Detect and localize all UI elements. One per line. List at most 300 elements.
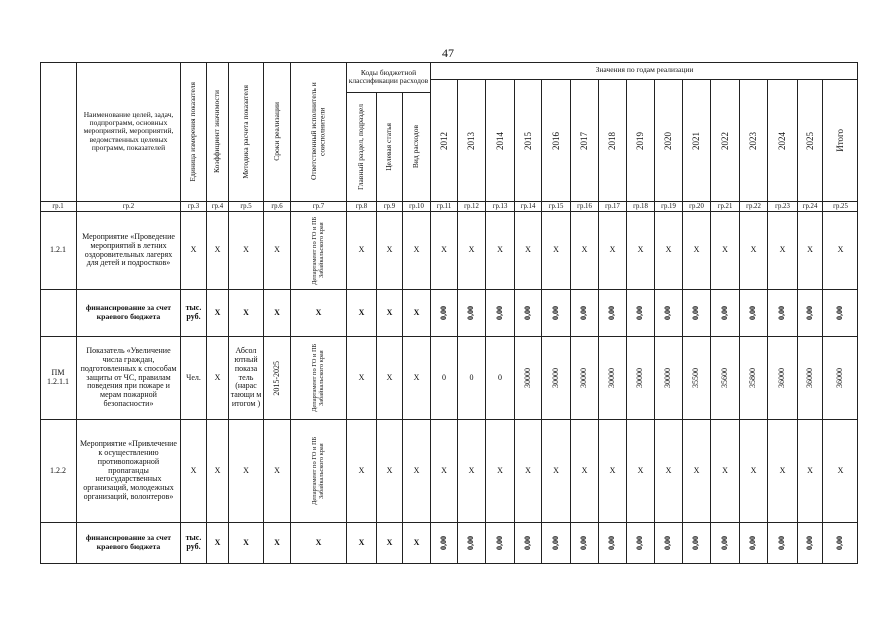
row-1-value-2 <box>458 212 486 290</box>
row-3-budget-code-3 <box>403 337 431 420</box>
row-3-value-10-text: 35500 <box>691 368 701 388</box>
row-1-coef-text: Х <box>214 245 221 255</box>
header-unit-text: Единица измерения показателя <box>188 81 198 182</box>
group-number-16-text: гр.16 <box>577 202 592 210</box>
row-3-value-8-text: 30000 <box>635 368 645 388</box>
row-5-value-3 <box>486 523 515 564</box>
row-4-value-8-text: Х <box>637 465 644 475</box>
group-number-25 <box>823 202 858 212</box>
row-5-value-1-text: 0,00 <box>438 536 448 550</box>
header-method-text: Методика расчета показателя <box>240 84 250 179</box>
header-year-3-text: 2014 <box>494 131 505 150</box>
group-number-10 <box>403 202 431 212</box>
header-year-1-text: 2012 <box>438 131 449 150</box>
row-2-value-11 <box>711 290 740 337</box>
row-2-responsible <box>291 290 347 337</box>
row-4-value-7-text: Х <box>609 465 616 475</box>
row-5-budget-code-1 <box>347 523 377 564</box>
row-5-coef-text: Х <box>214 537 221 547</box>
row-4-value-14 <box>798 420 823 523</box>
header-year-9 <box>655 80 683 202</box>
row-5-value-7 <box>599 523 627 564</box>
row-2-value-9 <box>655 290 683 337</box>
header-responsible <box>291 62 347 202</box>
row-5-budget-code-2 <box>377 523 403 564</box>
row-1-value-3 <box>486 212 515 290</box>
group-number-15 <box>542 202 571 212</box>
row-4-value-11 <box>711 420 740 523</box>
header-budget-code-2 <box>377 93 403 202</box>
row-1-value-5-text: Х <box>553 245 559 255</box>
row-1-value-13 <box>768 212 798 290</box>
row-4-value-13 <box>768 420 798 523</box>
row-4-responsible <box>291 420 347 523</box>
group-number-5-text: гр.5 <box>240 202 252 210</box>
row-1-value-14-text: Х <box>807 245 813 255</box>
row-3-budget-code-1 <box>347 337 377 420</box>
row-4-name <box>77 420 181 523</box>
row-2-value-1-text: 0,00 <box>438 306 448 320</box>
group-number-25-text: гр.25 <box>833 202 848 210</box>
row-3-value-4 <box>515 337 542 420</box>
row-5-value-10 <box>683 523 711 564</box>
row-3-value-3 <box>486 337 515 420</box>
row-3-value-9-text: 30000 <box>663 368 673 388</box>
row-5-value-6-text: 0,00 <box>579 536 589 550</box>
row-2-value-4 <box>515 290 542 337</box>
group-number-7 <box>291 202 347 212</box>
row-5-budget-code-1-text: Х <box>358 537 365 547</box>
row-4-value-4 <box>515 420 542 523</box>
row-5-name <box>77 523 181 564</box>
row-1-responsible-text: Департамент по ГО и ПБ Забайкальского края <box>311 216 326 285</box>
group-number-6-text: гр.6 <box>271 202 283 210</box>
row-3-value-10 <box>683 337 711 420</box>
row-2-name-text: финансирование за счет краевого бюджета <box>85 303 172 321</box>
row-5-coef <box>207 523 229 564</box>
header-year-7 <box>599 80 627 202</box>
row-4-method-text: Х <box>243 465 249 475</box>
row-4-responsible-text: Департамент по ГО и ПБ Забайкальского края <box>311 436 326 506</box>
row-2-value-4-text: 0,00 <box>522 306 532 320</box>
row-1-value-4-text: Х <box>525 245 531 255</box>
header-budget-group-text: Коды бюджетной классификации расходов <box>348 67 429 85</box>
row-1-value-15-text: Х <box>837 245 844 255</box>
group-number-23 <box>768 202 798 212</box>
group-number-24-text: гр.24 <box>802 202 818 210</box>
header-coef-text: Коэффициент значимости <box>212 90 222 173</box>
row-5-value-6 <box>571 523 599 564</box>
row-5-value-4-text: 0,00 <box>522 536 532 550</box>
row-3-value-1 <box>431 337 458 420</box>
row-1-value-9 <box>655 212 683 290</box>
row-2-code <box>40 290 77 337</box>
group-number-24 <box>798 202 823 212</box>
row-3-budget-code-1-text: Х <box>358 372 365 382</box>
row-5-value-14 <box>798 523 823 564</box>
row-5-value-12 <box>740 523 768 564</box>
row-5-value-8-text: 0,00 <box>635 536 645 550</box>
group-number-20-text: гр.20 <box>689 202 704 210</box>
group-number-1 <box>40 202 77 212</box>
row-2-budget-code-1-text: Х <box>358 307 365 317</box>
header-year-2 <box>458 80 486 202</box>
header-budget-code-3-text: Вид расходов <box>411 125 421 169</box>
row-5-unit <box>181 523 207 564</box>
row-5-budget-code-3 <box>403 523 431 564</box>
header-year-14 <box>798 80 823 202</box>
header-year-4 <box>515 80 542 202</box>
group-number-2-text: гр.2 <box>122 202 135 210</box>
header-year-12-text: 2023 <box>748 131 759 150</box>
row-4-value-3-text: Х <box>497 465 503 475</box>
header-year-7-text: 2018 <box>607 131 618 150</box>
row-2-value-13-text: 0,00 <box>777 306 787 320</box>
row-2-coef <box>207 290 229 337</box>
row-1-coef <box>207 212 229 290</box>
row-1-value-11-text: Х <box>722 245 728 255</box>
row-5-value-5-text: 0,00 <box>550 536 560 550</box>
row-1-value-10-text: Х <box>693 245 700 255</box>
row-4-value-2 <box>458 420 486 523</box>
row-4-value-15 <box>823 420 858 523</box>
row-4-value-3 <box>486 420 515 523</box>
row-3-budget-code-2 <box>377 337 403 420</box>
row-5-unit-text: тыс. руб. <box>185 533 202 551</box>
header-year-14-text: 2025 <box>804 131 815 150</box>
row-3-name-text: Показатель «Увеличение числа граждан, подготовленных к способам защиты от ЧС, правилам поведения при пожаре и мерам пожарной безопасности» <box>80 345 177 409</box>
row-5-responsible-text: Х <box>315 537 322 547</box>
group-number-21 <box>711 202 740 212</box>
row-3-value-6-text: 30000 <box>579 368 589 388</box>
group-number-12-text: гр.12 <box>464 202 479 210</box>
group-number-3-text: гр.3 <box>187 202 200 210</box>
header-budget-code-3 <box>403 93 431 202</box>
header-year-6-text: 2017 <box>579 131 590 150</box>
header-budget-group <box>347 62 431 93</box>
row-4-term <box>264 420 291 523</box>
row-5-value-10-text: 0,00 <box>691 536 701 550</box>
row-1-value-14 <box>798 212 823 290</box>
row-5-value-8 <box>627 523 655 564</box>
header-year-13-text: 2024 <box>777 131 788 150</box>
row-1-value-6-text: Х <box>581 245 588 255</box>
row-2-value-14 <box>798 290 823 337</box>
header-year-15-text: Итого <box>835 129 846 152</box>
row-1-value-12 <box>740 212 768 290</box>
row-2-unit <box>181 290 207 337</box>
row-2-value-10 <box>683 290 711 337</box>
row-5-budget-code-3-text: Х <box>413 537 420 547</box>
row-2-value-7 <box>599 290 627 337</box>
row-5-value-9-text: 0,00 <box>663 536 673 550</box>
row-2-unit-text: тыс. руб. <box>185 303 202 321</box>
row-2-value-15-text: 0,00 <box>835 306 845 320</box>
row-5-value-7-text: 0,00 <box>607 536 617 550</box>
row-5-budget-code-2-text: Х <box>386 537 393 547</box>
row-3-method-text: Абсол ютный показа тель (нарас тающи м итогом ) <box>230 345 262 409</box>
row-5-value-13 <box>768 523 798 564</box>
row-1-value-1-text: Х <box>441 245 447 255</box>
row-4-budget-code-2 <box>377 420 403 523</box>
row-2-budget-code-1 <box>347 290 377 337</box>
row-5-term <box>264 523 291 564</box>
header-method <box>229 62 264 202</box>
row-2-value-9-text: 0,00 <box>663 306 673 320</box>
group-number-1-text: гр.1 <box>52 202 64 210</box>
row-1-value-5 <box>542 212 571 290</box>
row-1-budget-code-3 <box>403 212 431 290</box>
row-3-value-3-text: 0 <box>498 372 502 382</box>
header-year-5-text: 2016 <box>550 131 561 150</box>
group-number-11-text: гр.11 <box>436 202 452 210</box>
row-1-responsible <box>291 212 347 290</box>
row-3-unit <box>181 337 207 420</box>
row-1-value-7-text: Х <box>609 245 616 255</box>
header-coef <box>207 62 229 202</box>
row-2-value-1 <box>431 290 458 337</box>
row-3-unit-text: Чел. <box>186 372 201 382</box>
row-3-responsible-text: Департамент по ГО и ПБ Забайкальского края <box>311 343 326 413</box>
header-year-10 <box>683 80 711 202</box>
row-3-value-5 <box>542 337 571 420</box>
row-5-value-2-text: 0,00 <box>466 536 476 550</box>
row-4-value-6 <box>571 420 599 523</box>
row-2-value-12 <box>740 290 768 337</box>
row-2-value-13 <box>768 290 798 337</box>
row-5-value-13-text: 0,00 <box>777 536 787 550</box>
row-4-value-2-text: Х <box>468 465 475 475</box>
row-5-name-text: финансирование за счет краевого бюджета <box>85 533 172 551</box>
row-2-method-text: Х <box>243 307 249 317</box>
row-4-value-15-text: Х <box>837 465 844 475</box>
group-number-21-text: гр.21 <box>717 202 733 210</box>
group-number-18 <box>627 202 655 212</box>
row-1-value-11 <box>711 212 740 290</box>
row-1-budget-code-2 <box>377 212 403 290</box>
group-number-20 <box>683 202 711 212</box>
row-4-term-text: Х <box>274 465 280 475</box>
row-2-value-14-text: 0,00 <box>804 306 814 320</box>
group-number-17-text: гр.17 <box>605 202 620 210</box>
row-5-value-15 <box>823 523 858 564</box>
row-3-method <box>229 337 264 420</box>
row-1-value-6 <box>571 212 599 290</box>
row-1-name-text: Мероприятие «Проведение мероприятий в летних оздоровительных лагерях для детей и подростков» <box>82 231 175 268</box>
row-5-value-12-text: 0,00 <box>748 536 758 550</box>
row-5-value-9 <box>655 523 683 564</box>
header-year-11 <box>711 80 740 202</box>
group-number-14-text: гр.14 <box>520 202 536 210</box>
row-3-value-7 <box>599 337 627 420</box>
row-3-code-text: ПМ 1.2.1.1 <box>47 368 69 386</box>
row-1-term <box>264 212 291 290</box>
group-number-8 <box>347 202 377 212</box>
header-responsible-text: Ответственный исполнитель и соисполнители <box>309 82 327 181</box>
header-years-group <box>431 62 858 80</box>
row-4-method <box>229 420 264 523</box>
page-number: 47 <box>442 46 454 60</box>
row-2-term-text: Х <box>274 307 280 317</box>
row-1-value-12-text: Х <box>750 245 757 255</box>
header-name-text: Наименование целей, задач, подпрограмм, основных мероприятий, мероприятий, ведомственных целевых программ, показателей <box>83 109 174 153</box>
group-number-23-text: гр.23 <box>775 202 790 210</box>
header-budget-code-2-text: Целевая статья <box>384 123 394 171</box>
group-number-19 <box>655 202 683 212</box>
row-2-value-2-text: 0,00 <box>466 306 476 320</box>
row-3-value-6 <box>571 337 599 420</box>
row-5-term-text: Х <box>274 537 280 547</box>
row-4-value-5 <box>542 420 571 523</box>
header-year-5 <box>542 80 571 202</box>
row-3-value-7-text: 30000 <box>607 368 617 388</box>
row-2-value-6-text: 0,00 <box>579 306 589 320</box>
row-4-value-12-text: Х <box>750 465 757 475</box>
row-1-method <box>229 212 264 290</box>
row-1-term-text: Х <box>274 245 280 255</box>
row-3-value-14 <box>798 337 823 420</box>
row-4-code <box>40 420 77 523</box>
row-3-value-9 <box>655 337 683 420</box>
header-year-11-text: 2022 <box>719 131 730 150</box>
row-4-value-8 <box>627 420 655 523</box>
group-number-14 <box>515 202 542 212</box>
header-budget-code-1-text: Главный раздел, подраздел <box>356 103 366 191</box>
group-number-11 <box>431 202 458 212</box>
row-3-value-13 <box>768 337 798 420</box>
group-number-8-text: гр.8 <box>355 202 368 210</box>
row-2-value-5 <box>542 290 571 337</box>
row-3-budget-code-2-text: Х <box>386 372 393 382</box>
row-3-value-1-text: 0 <box>442 372 446 382</box>
row-2-name <box>77 290 181 337</box>
row-5-value-14-text: 0,00 <box>804 536 814 550</box>
group-number-18-text: гр.18 <box>633 202 648 210</box>
row-4-value-6-text: Х <box>581 465 588 475</box>
row-1-unit <box>181 212 207 290</box>
group-number-4-text: гр.4 <box>211 202 224 210</box>
group-number-10-text: гр.10 <box>409 202 424 210</box>
row-1-value-15 <box>823 212 858 290</box>
header-blank-cell <box>40 62 77 202</box>
row-4-name-text: Мероприятие «Привлечение к осуществлению противопожарной пропаганды негосударственных организаций, молодежных организаций, волонтеров» <box>80 438 177 502</box>
row-3-term <box>264 337 291 420</box>
row-1-value-7 <box>599 212 627 290</box>
row-3-value-12 <box>740 337 768 420</box>
row-4-budget-code-1-text: Х <box>358 465 365 475</box>
row-2-budget-code-2 <box>377 290 403 337</box>
row-1-value-8-text: Х <box>637 245 644 255</box>
group-number-9 <box>377 202 403 212</box>
row-1-value-8 <box>627 212 655 290</box>
row-4-coef-text: Х <box>214 465 221 475</box>
row-2-value-3 <box>486 290 515 337</box>
row-3-term-text: 2015-2025 <box>271 360 281 396</box>
row-4-value-9-text: Х <box>665 465 672 475</box>
row-3-value-11 <box>711 337 740 420</box>
group-number-16 <box>571 202 599 212</box>
group-number-17 <box>599 202 627 212</box>
header-year-2-text: 2013 <box>466 131 477 150</box>
row-5-value-11 <box>711 523 740 564</box>
row-4-value-11-text: Х <box>722 465 728 475</box>
header-year-4-text: 2015 <box>522 131 533 150</box>
row-1-code <box>40 212 77 290</box>
row-2-value-10-text: 0,00 <box>691 306 701 320</box>
row-1-value-1 <box>431 212 458 290</box>
row-2-value-3-text: 0,00 <box>494 306 504 320</box>
row-1-unit-text: Х <box>190 245 197 255</box>
header-year-9-text: 2020 <box>663 131 674 150</box>
row-1-value-2-text: Х <box>468 245 475 255</box>
group-number-3 <box>181 202 207 212</box>
group-number-4 <box>207 202 229 212</box>
row-2-responsible-text: Х <box>315 307 322 317</box>
group-number-13 <box>486 202 515 212</box>
row-4-budget-code-3-text: Х <box>413 465 420 475</box>
row-4-unit <box>181 420 207 523</box>
row-3-value-15 <box>823 337 858 420</box>
header-term-text: Сроки реализации <box>271 102 281 161</box>
row-1-value-13-text: Х <box>779 245 786 255</box>
row-3-value-2 <box>458 337 486 420</box>
row-5-value-3-text: 0,00 <box>494 536 504 550</box>
row-4-value-13-text: Х <box>779 465 786 475</box>
row-2-budget-code-3-text: Х <box>413 307 420 317</box>
row-1-budget-code-1-text: Х <box>358 245 365 255</box>
group-number-6 <box>264 202 291 212</box>
row-2-budget-code-3 <box>403 290 431 337</box>
row-2-value-11-text: 0,00 <box>719 306 729 320</box>
row-3-value-8 <box>627 337 655 420</box>
row-4-value-7 <box>599 420 627 523</box>
group-number-19-text: гр.19 <box>661 202 676 210</box>
row-1-value-10 <box>683 212 711 290</box>
row-2-value-7-text: 0,00 <box>607 306 617 320</box>
header-year-12 <box>740 80 768 202</box>
row-2-value-8-text: 0,00 <box>635 306 645 320</box>
row-3-value-12-text: 35800 <box>748 368 758 388</box>
group-number-5 <box>229 202 264 212</box>
header-years-group-text: Значения по годам реализации <box>595 65 694 75</box>
row-4-value-10-text: Х <box>693 465 700 475</box>
row-2-term <box>264 290 291 337</box>
row-2-value-8 <box>627 290 655 337</box>
header-name <box>77 62 181 202</box>
row-5-value-15-text: 0,00 <box>835 536 845 550</box>
group-number-12 <box>458 202 486 212</box>
row-4-budget-code-3 <box>403 420 431 523</box>
row-3-value-4-text: 30000 <box>522 368 532 388</box>
header-year-6 <box>571 80 599 202</box>
row-3-value-15-text: 36000 <box>835 368 845 388</box>
header-year-10-text: 2021 <box>691 131 702 150</box>
row-3-value-2-text: 0 <box>469 372 474 382</box>
group-number-2 <box>77 202 181 212</box>
header-unit <box>181 62 207 202</box>
row-1-code-text: 1.2.1 <box>50 245 66 255</box>
group-number-15-text: гр.15 <box>548 202 564 210</box>
row-4-value-1 <box>431 420 458 523</box>
row-5-responsible <box>291 523 347 564</box>
row-2-method <box>229 290 264 337</box>
row-5-value-2 <box>458 523 486 564</box>
row-1-method-text: Х <box>243 245 249 255</box>
row-3-name <box>77 337 181 420</box>
row-4-value-9 <box>655 420 683 523</box>
row-4-unit-text: Х <box>190 465 197 475</box>
header-year-15 <box>823 80 858 202</box>
